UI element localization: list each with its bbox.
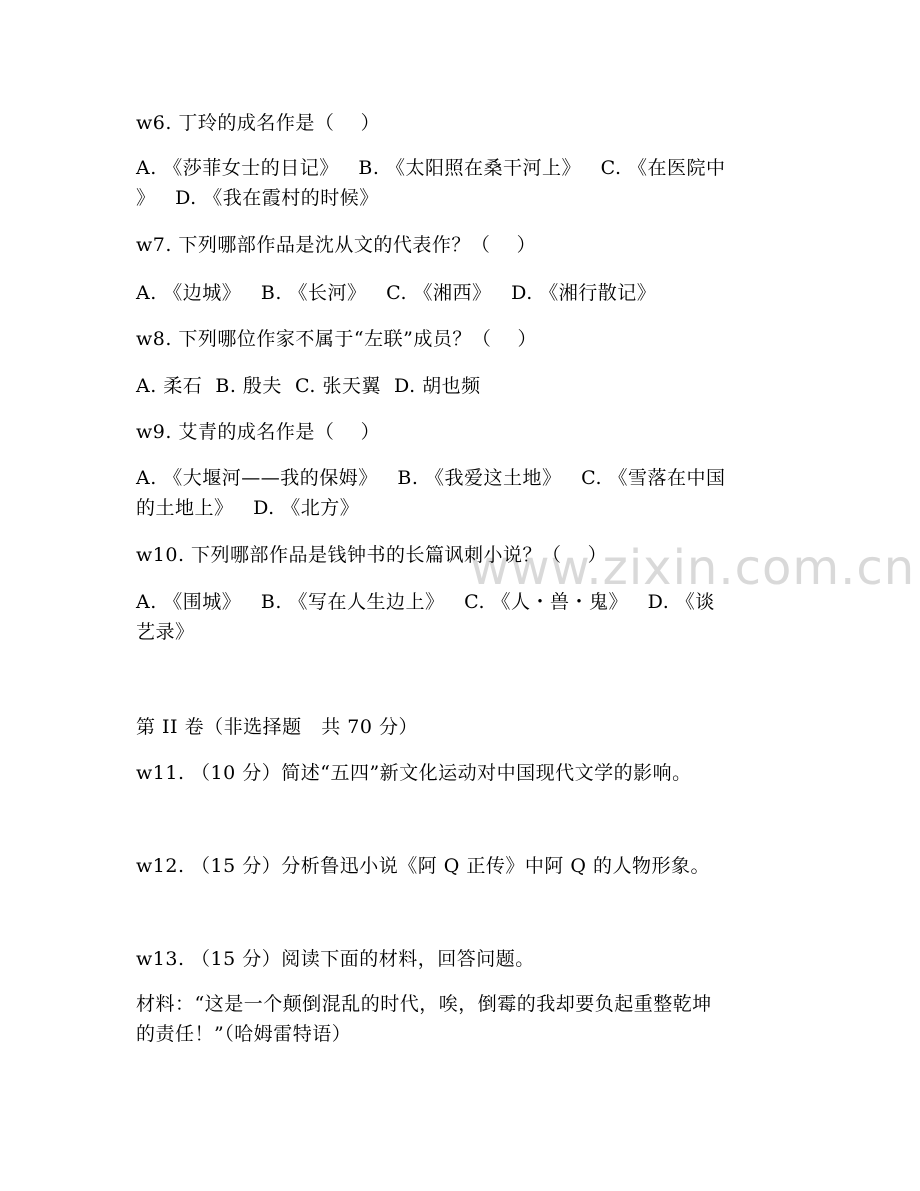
question-10-stem: w10. 下列哪部作品是钱钟书的长篇讽刺小说？（ ） [136,544,608,566]
question-9-options-line-1: A. 《大堰河——我的保姆》 B. 《我爱这土地》 C. 《雪落在中国 [136,467,726,489]
question-7-stem: w7. 下列哪部作品是沈从文的代表作？（ ） [136,234,537,256]
watermark-text: www.zixin.com.cn [470,540,916,596]
question-13: w13. （15 分）阅读下面的材料，回答问题。 [136,948,535,970]
question-11: w11. （10 分）简述“五四”新文化运动对中国现代文学的影响。 [136,762,692,784]
question-9-options-line-2: 的土地上》 D. 《北方》 [136,497,360,519]
material-line-1: 材料：“这是一个颠倒混乱的时代，唉，倒霉的我却要负起重整乾坤 [136,993,712,1015]
question-7-options: A. 《边城》 B. 《长河》 C. 《湘西》 D. 《湘行散记》 [136,282,657,304]
question-8-options: A. 柔石 B. 殷夫 C. 张天翼 D. 胡也频 [136,375,481,397]
question-12: w12. （15 分）分析鲁迅小说《阿 Q 正传》中阿 Q 的人物形象。 [136,855,711,877]
section-2-heading: 第 II 卷（非选择题 共 70 分） [136,716,418,738]
question-6-options-line-1: A. 《莎菲女士的日记》 B. 《太阳照在桑干河上》 C. 《在医院中 [136,157,726,179]
question-6-options-line-2: 》 D. 《我在霞村的时候》 [136,187,379,209]
question-8-stem: w8. 下列哪位作家不属于“左联”成员？（ ） [136,328,538,350]
question-10-options-line-2: 艺录》 [136,621,195,643]
material-line-2: 的责任！”（哈姆雷特语） [136,1023,352,1045]
question-10-options-line-1: A. 《围城》 B. 《写在人生边上》 C. 《人・兽・鬼》 D. 《谈 [136,591,715,613]
question-6-stem: w6. 丁玲的成名作是（ ） [136,112,381,134]
question-9-stem: w9. 艾青的成名作是（ ） [136,421,381,443]
